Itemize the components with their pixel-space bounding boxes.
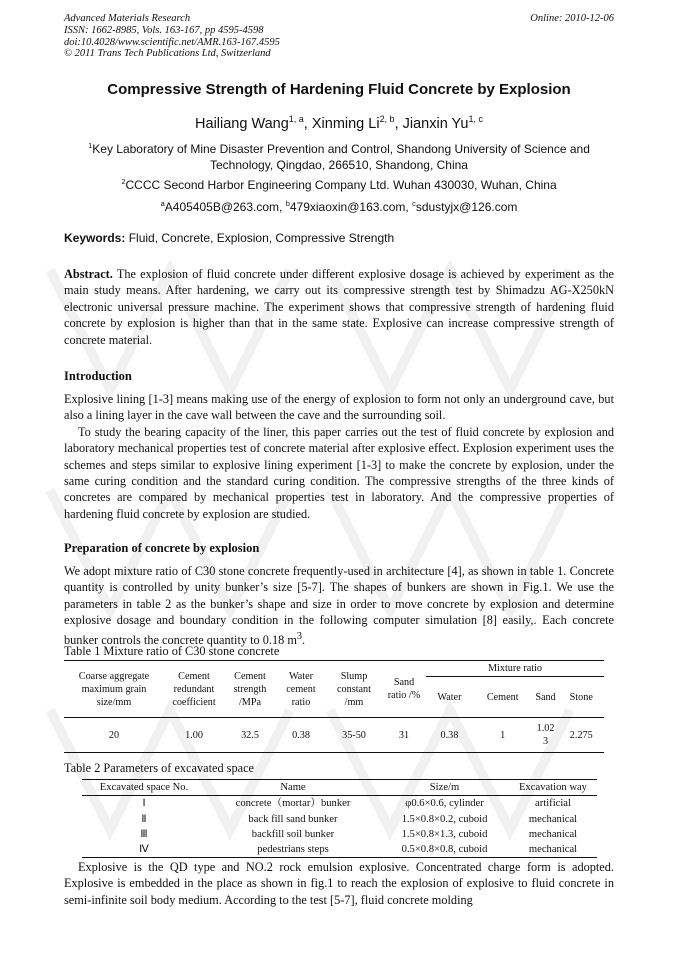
excavated-space-table <box>82 779 597 858</box>
journal-name: Advanced Materials Research <box>64 13 191 24</box>
table-cell: mechanical <box>509 842 597 858</box>
issn-line: ISSN: 1662-8985, Vols. 163-167, pp 4595-4598 <box>64 24 264 36</box>
affiliation-text: Key Laboratory of Mine Disaster Prevention and Control, Shandong University of Science and Technology, Qingdao, 266510, Shandong, China <box>92 142 590 172</box>
table-cell: Ⅲ <box>140 828 148 840</box>
table-row <box>82 842 597 858</box>
author-sep: , <box>394 115 403 132</box>
table-cell: mechanical <box>528 828 578 840</box>
table-cell: φ0.6×0.6, cylinder <box>405 798 484 810</box>
table-cell: Ⅰ <box>142 798 146 810</box>
author-sep: , <box>303 115 312 132</box>
preparation-end: . <box>302 632 306 647</box>
table-header: Name <box>206 780 380 796</box>
table-cell: 1.00 <box>164 718 224 753</box>
email-sup: a <box>160 199 165 208</box>
table-cell: mechanical <box>528 813 578 825</box>
table-cell: Ⅱ <box>141 813 147 825</box>
table-cell: Ⅳ <box>82 842 206 858</box>
abstract-label: Abstract. <box>64 267 113 281</box>
table-header: Cement strength /MPa <box>224 661 276 718</box>
table-cell: 32.5 <box>224 718 276 753</box>
author-name: Jianxin Yu <box>402 115 469 132</box>
table-group-header: Mixture ratio <box>426 661 604 677</box>
author-sup: 1, a <box>288 114 304 124</box>
abstract-text: The explosion of fluid concrete under different explosive dosage is achieved by experiment as the main study means. After hardening, we carry out its compressive strength test by Shimadzu AG-X250kN electronic universal pressure machine. The experiment shows that compressive strength of hardening fluid concrete by explosion is higher than that in the same state. Explosive can increase compressive strength of concrete material. <box>64 267 614 347</box>
keywords <box>64 231 394 245</box>
paper-title: Compressive Strength of Hardening Fluid Concrete by Explosion <box>107 81 571 98</box>
table-subheader: Cement <box>473 677 533 718</box>
section-heading-introduction: Introduction <box>64 369 132 383</box>
affiliation-sup: 1 <box>88 141 93 150</box>
table-header: Water cement ratio <box>276 661 326 718</box>
table-header: Coarse aggregate maximum grain size/mm <box>64 661 164 718</box>
table-cell: 0.38 <box>426 718 473 753</box>
author-sup: 1, c <box>468 114 483 124</box>
table-cell: 1.5×0.8×0.2, cuboid <box>401 813 488 825</box>
table-row <box>82 827 597 842</box>
author-name: Xinming Li <box>311 115 380 132</box>
intro-paragraph-2: To study the bearing capacity of the liner, this paper carries out the test of fluid concrete by explosion and laboratory mechanical properties test of concrete material after explosive effect. Explosion experiment uses the schemes and steps similar to explosive lining experiment [1-3] to make the concrete by explosion, under the same curing condition and the standard curing condition. The compressive strengths of the three kinds of concretes are compared by mechanical properties test in laboratory. And the compressive properties of hardening fluid concrete by explosion are studied. <box>64 424 614 521</box>
table-cell: 31 <box>382 718 426 753</box>
table-subheader: Stone <box>559 677 604 718</box>
author-sup: 2, b <box>379 114 395 124</box>
author-list <box>0 114 678 132</box>
closing-paragraph: Explosive is the QD type and NO.2 rock emulsion explosive. Concentrated charge form is adopted. Explosive is embedded in the place as shown in fig.1 to reach the explosion of explosive to fluid concrete in semi-infinite soil body medium. According to the test [5-7], fluid concrete molding <box>64 860 614 907</box>
keywords-text: Fluid, Concrete, Explosion, Compressive Strength <box>125 231 395 245</box>
affiliation-text: CCCC Second Harbor Engineering Company Ltd. Wuhan 430030, Wuhan, China <box>125 178 557 192</box>
table-cell: artificial <box>535 798 571 810</box>
table-cell: 20 <box>64 718 164 753</box>
table-cell: 35-50 <box>326 718 382 753</box>
table-cell: 0.38 <box>276 718 326 753</box>
unit-sup: 3 <box>296 630 303 642</box>
table-row <box>64 718 604 753</box>
affiliation-1 <box>64 138 614 173</box>
preparation-text: We adopt mixture ratio of C30 stone concrete frequently-used in architecture [4], as shown in table 1. Concrete quantity is controlled by unity bunker’s size [5-7]. The shapes of bunkers are shown in Fig.1. We use the parameters in table 2 as the bunker’s shape and size in order to move concrete by explosion and determine explosive dosage and boundary condition in the following computer simulation [8] easily,. Each concrete bunker controls the concrete quantity to 0.18 m <box>64 564 614 647</box>
table-subheader: Water <box>426 677 473 718</box>
table-cell: backfill soil bunker <box>251 828 335 840</box>
table1-caption: Table 1 Mixture ratio of C30 stone concrete <box>64 644 280 658</box>
email-sup: c <box>412 199 416 208</box>
copyright-line: © 2011 Trans Tech Publications Ltd, Switzerland <box>64 48 271 60</box>
table-cell: 1 <box>473 718 533 753</box>
table-subheader: Sand <box>533 677 559 718</box>
doi-line[interactable]: doi:10.4028/www.scientific.net/AMR.163-167.4595 <box>64 36 280 48</box>
journal-header <box>64 13 280 60</box>
table-header: Slump constant /mm <box>326 661 382 718</box>
table-header: Excavation way <box>509 780 597 796</box>
table-row <box>82 796 597 812</box>
preparation-paragraph <box>64 563 614 648</box>
abstract <box>64 266 614 348</box>
table-header: Cement redundant coefficient <box>164 661 224 718</box>
affiliation-sup: 2 <box>121 177 126 186</box>
table-cell: 0.5×0.8×0.8, cuboid <box>380 842 509 858</box>
table-cell: pedestrians steps <box>206 842 380 858</box>
email-list <box>64 196 614 216</box>
table-cell: 2.275 <box>559 718 604 753</box>
author-name: Hailiang Wang <box>195 115 289 132</box>
table-cell: concrete（mortar）bunker <box>235 798 351 810</box>
intro-paragraph-1: Explosive lining [1-3] means making use of the energy of explosion to form not only an underground cave, but also a lining layer in the cave wall between the cave and the surrounding soil. <box>64 392 614 423</box>
table-cell: back fill sand bunker <box>248 813 338 825</box>
email-link[interactable]: 479xiaoxin@163.com, <box>289 200 413 214</box>
table-header: Excavated space No. <box>82 780 206 796</box>
email-sup: b <box>285 199 290 208</box>
table-cell: 1.02 3 <box>533 718 559 753</box>
table-header: Sand ratio /% <box>382 661 426 718</box>
section-heading-preparation: Preparation of concrete by explosion <box>64 541 260 555</box>
email-link[interactable]: A405405B@263.com, <box>164 200 286 214</box>
email-link[interactable]: sdustyjx@126.com <box>415 200 518 214</box>
mixture-ratio-table <box>64 660 604 753</box>
table2-caption: Table 2 Parameters of excavated space <box>64 761 254 775</box>
keywords-label: Keywords: <box>64 231 126 245</box>
table-cell: 1.5×0.8×1.3, cuboid <box>401 828 488 840</box>
online-date: Online: 2010-12-06 <box>530 13 614 24</box>
table-header: Size/m <box>380 780 509 796</box>
table-row <box>82 812 597 827</box>
affiliation-2 <box>64 174 614 194</box>
